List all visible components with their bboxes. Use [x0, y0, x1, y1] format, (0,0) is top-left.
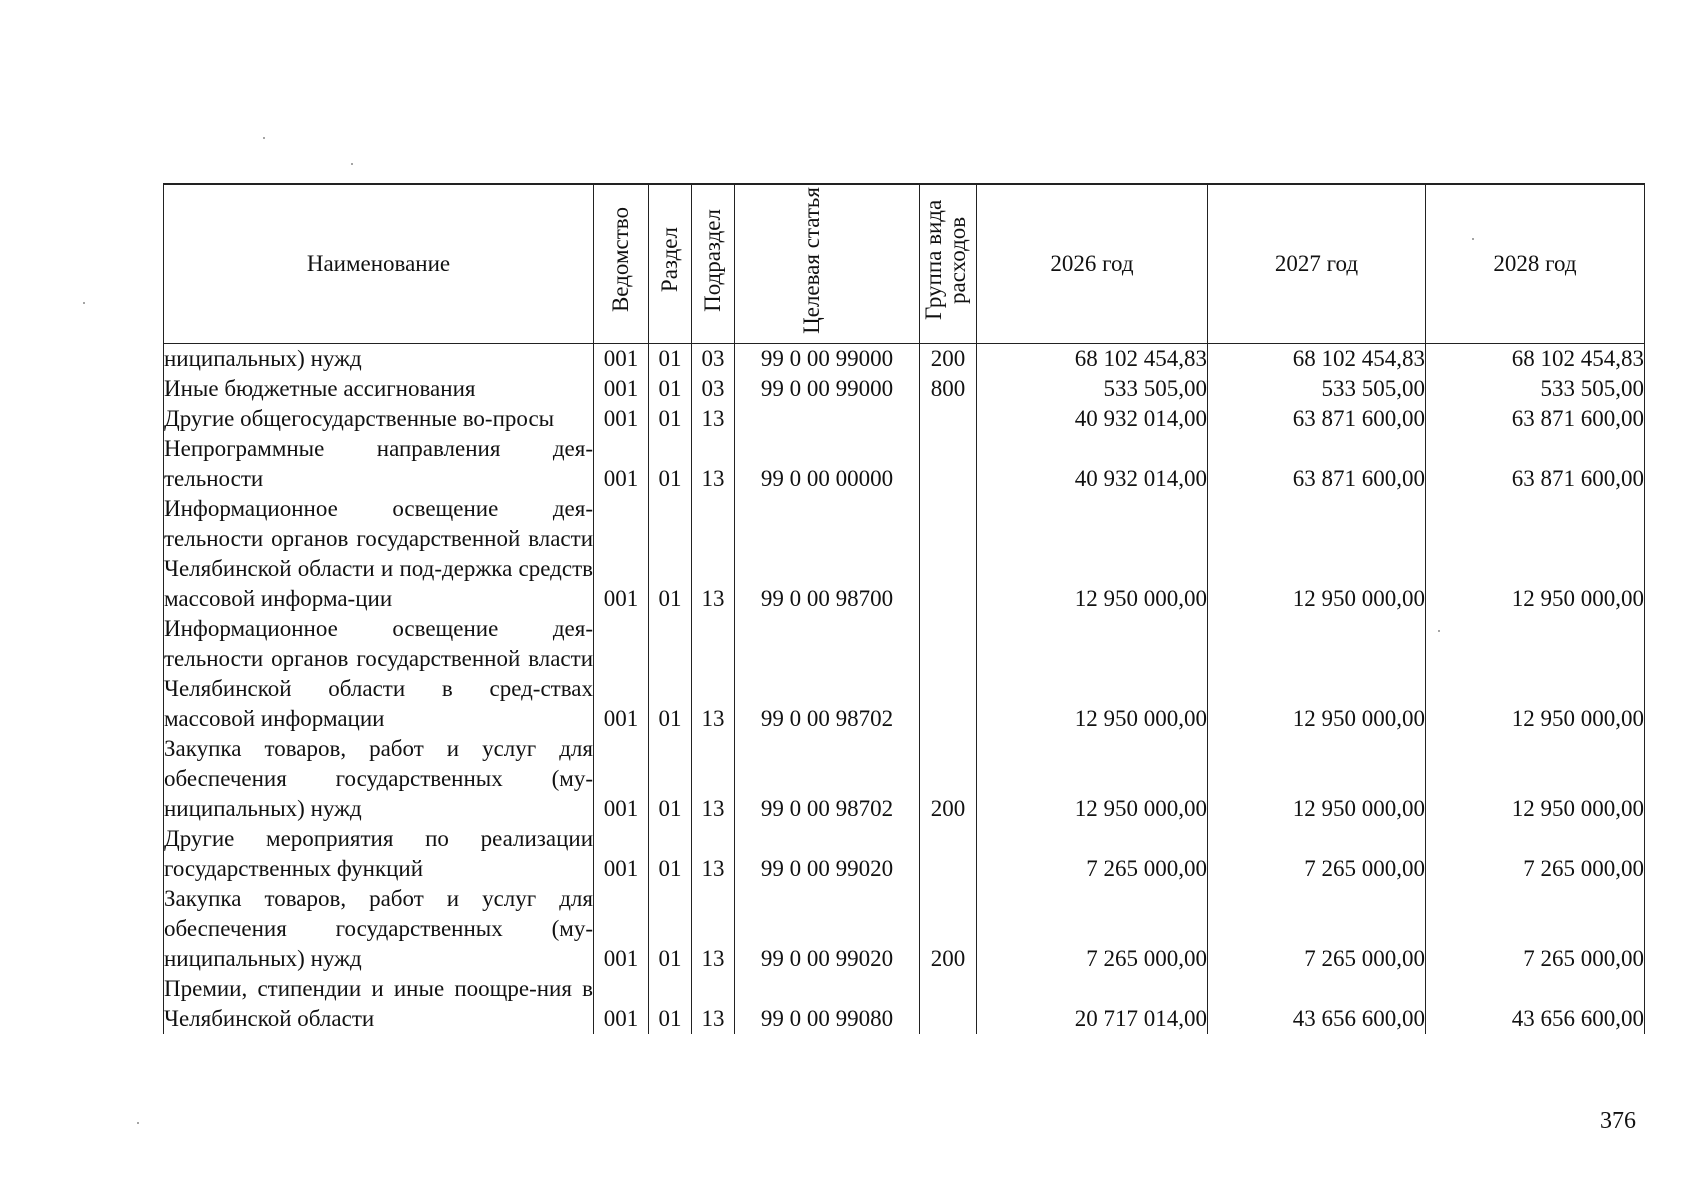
page-number: 376: [1600, 1108, 1636, 1134]
row-amount-2027: 63 871 600,00: [1208, 404, 1426, 434]
row-section: 01: [649, 374, 692, 404]
row-section: 01: [649, 884, 692, 974]
row-expense-group: [920, 614, 977, 734]
row-expense-group: [920, 434, 977, 494]
header-year-2027: 2027 год: [1208, 184, 1426, 344]
table-row: [164, 494, 1645, 614]
header-subsection-label: Подраздел: [700, 208, 725, 312]
row-department: 001: [594, 374, 649, 404]
row-department: 001: [594, 614, 649, 734]
row-subsection: 03: [692, 374, 735, 404]
row-amount-2028: 12 950 000,00: [1426, 494, 1645, 614]
header-section-label: Раздел: [657, 227, 682, 293]
row-department: 001: [594, 494, 649, 614]
row-subsection: 13: [692, 734, 735, 824]
row-department: 001: [594, 974, 649, 1034]
budget-table: [163, 183, 1645, 1034]
row-target-article: 99 0 00 99020: [735, 824, 920, 884]
row-amount-2027: 7 265 000,00: [1208, 824, 1426, 884]
row-subsection: 13: [692, 404, 735, 434]
scan-speck: [137, 1122, 139, 1124]
header-name: Наименование: [164, 184, 594, 344]
row-amount-2027: 68 102 454,83: [1208, 344, 1426, 375]
row-target-article: 99 0 00 99000: [735, 344, 920, 375]
row-target-article: 99 0 00 98702: [735, 734, 920, 824]
row-amount-2027: 12 950 000,00: [1208, 734, 1426, 824]
row-name: Непрограммные направления дея-тельности: [164, 434, 594, 494]
row-name: Закупка товаров, работ и услуг для обеспечения государственных (му-ниципальных) нужд: [164, 734, 594, 824]
header-expense-group: [920, 184, 977, 344]
row-amount-2026: 40 932 014,00: [977, 434, 1208, 494]
scan-speck: [263, 137, 265, 139]
row-amount-2026: 7 265 000,00: [977, 884, 1208, 974]
row-subsection: 13: [692, 974, 735, 1034]
row-section: 01: [649, 494, 692, 614]
row-expense-group: 200: [920, 734, 977, 824]
row-department: 001: [594, 404, 649, 434]
row-amount-2026: 20 717 014,00: [977, 974, 1208, 1034]
table-row: [164, 434, 1645, 494]
row-target-article: 99 0 00 99020: [735, 884, 920, 974]
row-department: 001: [594, 734, 649, 824]
table-header-row: [164, 184, 1645, 344]
row-amount-2028: 63 871 600,00: [1426, 434, 1645, 494]
row-expense-group: 200: [920, 884, 977, 974]
row-department: 001: [594, 824, 649, 884]
row-expense-group: [920, 494, 977, 614]
row-amount-2028: 12 950 000,00: [1426, 614, 1645, 734]
row-subsection: 13: [692, 494, 735, 614]
row-amount-2027: 43 656 600,00: [1208, 974, 1426, 1034]
row-department: 001: [594, 434, 649, 494]
row-amount-2027: 63 871 600,00: [1208, 434, 1426, 494]
scan-speck: [83, 302, 85, 304]
row-department: 001: [594, 344, 649, 375]
row-amount-2027: 7 265 000,00: [1208, 884, 1426, 974]
row-expense-group: [920, 974, 977, 1034]
row-amount-2028: 63 871 600,00: [1426, 404, 1645, 434]
row-section: 01: [649, 824, 692, 884]
table-row: [164, 884, 1645, 974]
row-section: 01: [649, 344, 692, 375]
row-target-article: 99 0 00 99000: [735, 374, 920, 404]
header-year-2026: 2026 год: [977, 184, 1208, 344]
table-row: [164, 344, 1645, 375]
table-row: [164, 974, 1645, 1034]
row-expense-group: 800: [920, 374, 977, 404]
row-subsection: 13: [692, 824, 735, 884]
row-name: Закупка товаров, работ и услуг для обеспечения государственных (му-ниципальных) нужд: [164, 884, 594, 974]
row-name: Информационное освещение дея-тельности органов государственной власти Челябинской области и под-держка средств массовой информа-ции: [164, 494, 594, 614]
row-name: Информационное освещение дея-тельности органов государственной власти Челябинской области в сред-ствах массовой информации: [164, 614, 594, 734]
row-amount-2027: 12 950 000,00: [1208, 614, 1426, 734]
row-subsection: 13: [692, 614, 735, 734]
row-target-article: 99 0 00 98700: [735, 494, 920, 614]
row-name: Премии, стипендии и иные поощре-ния в Челябинской области: [164, 974, 594, 1034]
row-name: Другие мероприятия по реализации государственных функций: [164, 824, 594, 884]
row-amount-2028: 7 265 000,00: [1426, 884, 1645, 974]
row-amount-2026: 12 950 000,00: [977, 614, 1208, 734]
row-amount-2027: 533 505,00: [1208, 374, 1426, 404]
row-target-article: 99 0 00 98702: [735, 614, 920, 734]
header-section: [649, 184, 692, 344]
header-expense-group-label: Группа вида расходов: [921, 199, 970, 321]
row-target-article: 99 0 00 99080: [735, 974, 920, 1034]
row-amount-2028: 7 265 000,00: [1426, 824, 1645, 884]
header-target-article-label: Целевая статья: [799, 186, 824, 334]
row-amount-2026: 533 505,00: [977, 374, 1208, 404]
row-department: 001: [594, 884, 649, 974]
row-section: 01: [649, 614, 692, 734]
row-amount-2026: 7 265 000,00: [977, 824, 1208, 884]
table-row: [164, 404, 1645, 434]
row-amount-2027: 12 950 000,00: [1208, 494, 1426, 614]
row-section: 01: [649, 404, 692, 434]
table-row: [164, 734, 1645, 824]
row-subsection: 03: [692, 344, 735, 375]
row-amount-2026: 12 950 000,00: [977, 494, 1208, 614]
table-row: [164, 374, 1645, 404]
row-amount-2028: 12 950 000,00: [1426, 734, 1645, 824]
row-target-article: [735, 404, 920, 434]
row-amount-2028: 533 505,00: [1426, 374, 1645, 404]
header-year-2028: 2028 год: [1426, 184, 1645, 344]
row-expense-group: [920, 404, 977, 434]
row-name: Иные бюджетные ассигнования: [164, 374, 594, 404]
row-amount-2026: 12 950 000,00: [977, 734, 1208, 824]
header-subsection: [692, 184, 735, 344]
row-section: 01: [649, 734, 692, 824]
row-section: 01: [649, 434, 692, 494]
row-name: Другие общегосударственные во-просы: [164, 404, 594, 434]
row-expense-group: [920, 824, 977, 884]
header-department-label: Ведомство: [608, 207, 633, 313]
row-amount-2026: 40 932 014,00: [977, 404, 1208, 434]
row-amount-2026: 68 102 454,83: [977, 344, 1208, 375]
row-subsection: 13: [692, 884, 735, 974]
header-target-article: [735, 184, 920, 344]
table-row: [164, 614, 1645, 734]
table-row: [164, 824, 1645, 884]
row-section: 01: [649, 974, 692, 1034]
row-name: ниципальных) нужд: [164, 344, 594, 375]
row-amount-2028: 68 102 454,83: [1426, 344, 1645, 375]
row-amount-2028: 43 656 600,00: [1426, 974, 1645, 1034]
row-target-article: 99 0 00 00000: [735, 434, 920, 494]
row-expense-group: 200: [920, 344, 977, 375]
header-department: [594, 184, 649, 344]
scan-speck: [351, 163, 353, 165]
row-subsection: 13: [692, 434, 735, 494]
